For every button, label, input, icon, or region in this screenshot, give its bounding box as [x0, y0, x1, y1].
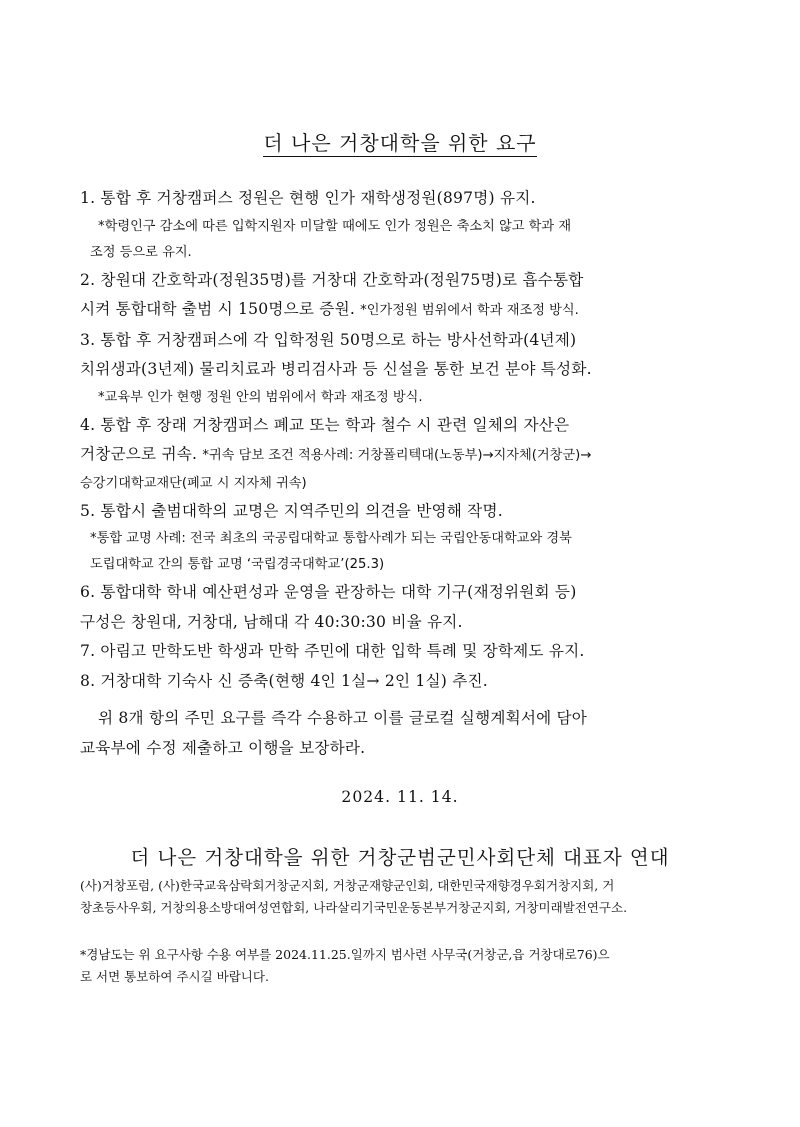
organization-name: 더 나은 거창대학을 위한 거창군범군민사회단체 대표자 연대 — [130, 846, 670, 869]
demand-item-4-line-1: 4. 통합 후 장래 거창캠퍼스 폐교 또는 학과 철수 시 관련 일체의 자산은 — [80, 415, 570, 434]
demand-item-4-text: 거창군으로 귀속. — [80, 445, 198, 463]
closing-statement — [80, 703, 720, 763]
demand-5-note-line-2: 도립대학교 간의 통합 교명 ‘국립경국대학교’(25.3) — [90, 557, 385, 572]
demand-2-note: *인가정원 범위에서 학과 재조정 방식. — [360, 303, 579, 318]
demand-item-2-line-1: 2. 창원대 간호학과(정원35명)를 거창대 간호학과(정원75명)로 흡수통합 — [80, 270, 584, 289]
response-request — [80, 944, 720, 988]
demand-4-note-line-1: *귀속 담보 조건 적용사례: 거창폴리텍대(노동부)→지자체(거창군)→ — [202, 448, 592, 463]
demand-5-note-line-1: *통합 교명 사례: 전국 최초의 국공립대학교 통합사례가 되는 국립안동대학교와 경북 — [90, 531, 572, 546]
member-organizations-line-1: (사)거창포럼, (사)한국교육삼락회거창군지회, 거창군재향군인회, 대한민국재향경우회거창지회, 거 — [80, 878, 615, 893]
member-organizations — [80, 875, 720, 919]
demand-4-note-line-2: 승강기대학교재단(폐교 시 지자체 귀속) — [80, 475, 307, 491]
demand-1-note-line-1: *학령인구 감소에 따른 입학지원자 미달할 때에도 인가 정원은 축소치 않고 학과 재 — [98, 218, 572, 234]
document-title — [0, 127, 800, 156]
demand-item-1: 1. 통합 후 거창캠퍼스 정원은 현행 인가 재학생정원(897명) 유지. — [80, 189, 536, 207]
demands-list — [80, 184, 720, 696]
demand-item-2-text: 시켜 통합대학 출범 시 150명으로 증원. — [80, 300, 355, 318]
demand-item-7: 7. 아림고 만학도반 학생과 만학 주민에 대한 입학 특례 및 장학제도 유지. — [80, 642, 585, 660]
member-organizations-line-2: 창초등사우회, 거창의용소방대여성연합회, 나라살리기국민운동본부거창군지회, 거창미래발전연구소. — [80, 900, 628, 915]
demand-item-2-line-2 — [80, 295, 720, 326]
demand-item-3-line-2: 치위생과(3년제) 물리치료과 병리검사과 등 신설을 통한 보건 분야 특성화. — [80, 360, 592, 378]
demand-item-5: 5. 통합시 출범대학의 교명은 지역주민의 의견을 반영해 작명. — [80, 501, 503, 520]
demand-3-note: *교육부 인가 현행 정원 안의 범위에서 학과 재조정 방식. — [98, 389, 423, 405]
demand-item-8: 8. 거창대학 기숙사 신 증축(현행 4인 1실→ 2인 1실) 추진. — [80, 671, 488, 690]
response-request-line-2: 로 서면 통보하여 주시길 바랍니다. — [80, 969, 269, 984]
document-title-text: 더 나은 거창대학을 위한 요구 — [263, 131, 537, 155]
document-date: 2024. 11. 14. — [341, 788, 459, 806]
demand-item-6-line-2: 구성은 창원대, 거창대, 남해대 각 40:30:30 비율 유지. — [80, 612, 463, 631]
demand-item-3-line-1: 3. 통합 후 거창캠퍼스에 각 입학정원 50명으로 하는 방사선학과(4년제) — [80, 330, 577, 349]
demand-item-6-line-1: 6. 통합대학 학내 예산편성과 운영을 관장하는 대학 기구(재정위원회 등) — [80, 583, 577, 601]
response-request-line-1: *경남도는 위 요구사항 수용 여부를 2024.11.25.일까지 범사련 사무국(거창군,읍 거창대로76)으 — [80, 947, 610, 962]
demand-item-4-line-2 — [80, 440, 720, 471]
demand-1-note-line-2: 조정 등으로 유지. — [90, 244, 192, 260]
closing-line-2: 교육부에 수정 제출하고 이행을 보장하라. — [80, 739, 366, 757]
closing-line-1: 위 8개 항의 주민 요구를 즉각 수용하고 이를 글로컬 실행계획서에 담아 — [98, 709, 588, 727]
